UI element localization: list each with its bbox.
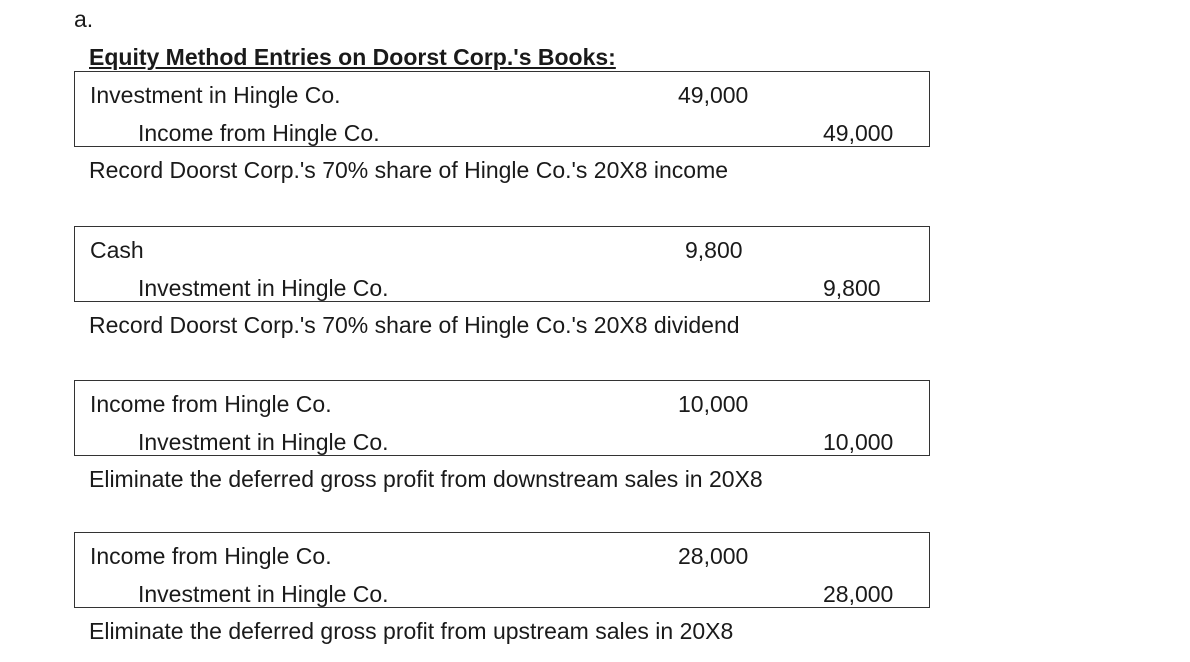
credit-amount: 10,000 — [823, 429, 894, 455]
entry-box — [74, 226, 930, 302]
entry-description: Record Doorst Corp.'s 70% share of Hingle Co.'s 20X8 dividend — [89, 312, 740, 338]
entry-box — [74, 380, 930, 456]
entry-description: Eliminate the deferred gross profit from upstream sales in 20X8 — [89, 618, 734, 644]
entry-description: Record Doorst Corp.'s 70% share of Hingle Co.'s 20X8 income — [89, 157, 729, 183]
debit-amount: 49,000 — [678, 82, 749, 108]
credit-account: Investment in Hingle Co. — [138, 275, 389, 301]
credit-amount: 49,000 — [823, 120, 894, 146]
credit-amount: 28,000 — [823, 581, 894, 607]
journal-entry-1 — [74, 71, 930, 183]
entry-box — [74, 71, 930, 147]
credit-account: Investment in Hingle Co. — [138, 429, 389, 455]
debit-amount: 28,000 — [678, 543, 749, 569]
journal-entry-4 — [74, 532, 930, 644]
debit-account: Investment in Hingle Co. — [90, 82, 341, 108]
entry-box — [74, 532, 930, 608]
debit-amount: 10,000 — [678, 391, 749, 417]
entry-description: Eliminate the deferred gross profit from downstream sales in 20X8 — [89, 466, 763, 492]
debit-account: Income from Hingle Co. — [90, 391, 332, 417]
credit-account: Investment in Hingle Co. — [138, 581, 389, 607]
journal-entry-2 — [74, 226, 930, 338]
journal-entry-3 — [74, 380, 930, 492]
debit-amount: 9,800 — [685, 237, 743, 263]
credit-amount: 9,800 — [823, 275, 881, 301]
section-heading: Equity Method Entries on Doorst Corp.'s Books: — [89, 44, 616, 70]
debit-account: Income from Hingle Co. — [90, 543, 332, 569]
credit-account: Income from Hingle Co. — [138, 120, 380, 146]
debit-account: Cash — [90, 237, 144, 263]
part-label: a. — [74, 6, 94, 32]
